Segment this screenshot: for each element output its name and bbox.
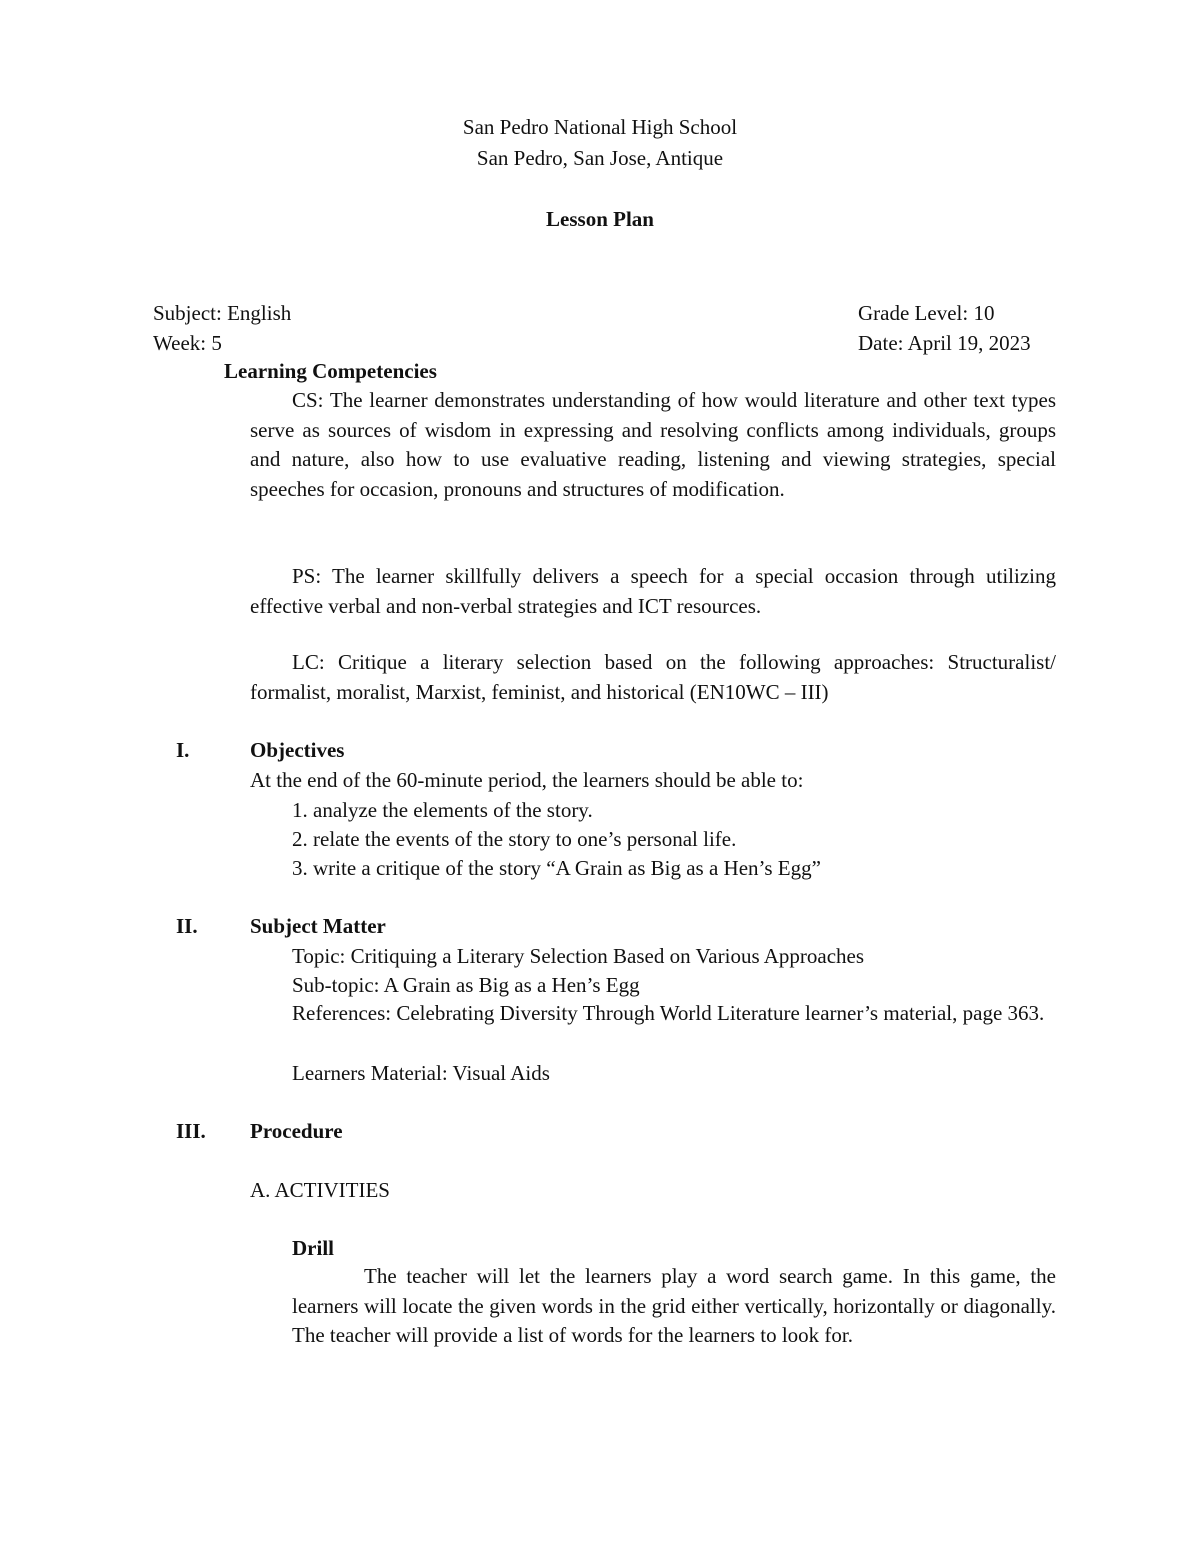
objective-item-2: 2. relate the events of the story to one’s personal life. <box>292 827 737 851</box>
date-field: Date: April 19, 2023 <box>858 331 1031 355</box>
subtopic-line: Sub-topic: A Grain as Big as a Hen’s Egg <box>292 973 640 997</box>
objective-item-3: 3. write a critique of the story “A Grain as Big as a Hen’s Egg” <box>292 856 821 880</box>
procedure-numeral: III. <box>176 1119 206 1143</box>
school-address: San Pedro, San Jose, Antique <box>476 146 724 170</box>
content-standard-paragraph: CS: The learner demonstrates understanding of how would literature and other text types serve as sources of wisdom in expressing and resolving conflicts among individuals, groups and nature, also how to use evaluative reading, listening and viewing strategies, special speeches for occasion, pronouns and structures of modification. <box>250 388 1056 501</box>
grade-level-field: Grade Level: 10 <box>858 301 995 325</box>
document-title: Lesson Plan <box>546 207 654 231</box>
subject-matter-numeral: II. <box>176 914 198 938</box>
performance-standard-paragraph: PS: The learner skillfully delivers a speech for a special occasion through utilizing effective verbal and non-verbal strategies and ICT resources. <box>250 564 1056 618</box>
procedure-heading: Procedure <box>250 1119 343 1143</box>
objectives-heading: Objectives <box>250 738 345 762</box>
drill-heading: Drill <box>292 1236 334 1260</box>
objectives-intro: At the end of the 60-minute period, the learners should be able to: <box>250 768 804 792</box>
topic-line: Topic: Critiquing a Literary Selection Based on Various Approaches <box>292 944 865 968</box>
objective-item-1: 1. analyze the elements of the story. <box>292 798 593 822</box>
activities-heading: A. ACTIVITIES <box>250 1178 390 1202</box>
objectives-numeral: I. <box>176 738 190 762</box>
drill-paragraph: The teacher will let the learners play a word search game. In this game, the learners will locate the given words in the grid either vertically, horizontally or diagonally. The teacher will provide a list of words for the learners to look for. <box>292 1264 1056 1347</box>
competencies-heading: Learning Competencies <box>224 359 437 383</box>
week-field: Week: 5 <box>153 331 222 355</box>
references-line: References: Celebrating Diversity Through World Literature learner’s material, page 363. <box>292 1001 1045 1025</box>
subject-matter-heading: Subject Matter <box>250 914 386 938</box>
learning-competency-paragraph: LC: Critique a literary selection based on the following approaches: Structuralist/ formalist, moralist, Marxist, feminist, and historical (EN10WC – III) <box>250 650 1056 704</box>
materials-line: Learners Material: Visual Aids <box>292 1061 550 1085</box>
school-name: San Pedro National High School <box>462 115 738 139</box>
subject-field: Subject: English <box>153 301 292 325</box>
